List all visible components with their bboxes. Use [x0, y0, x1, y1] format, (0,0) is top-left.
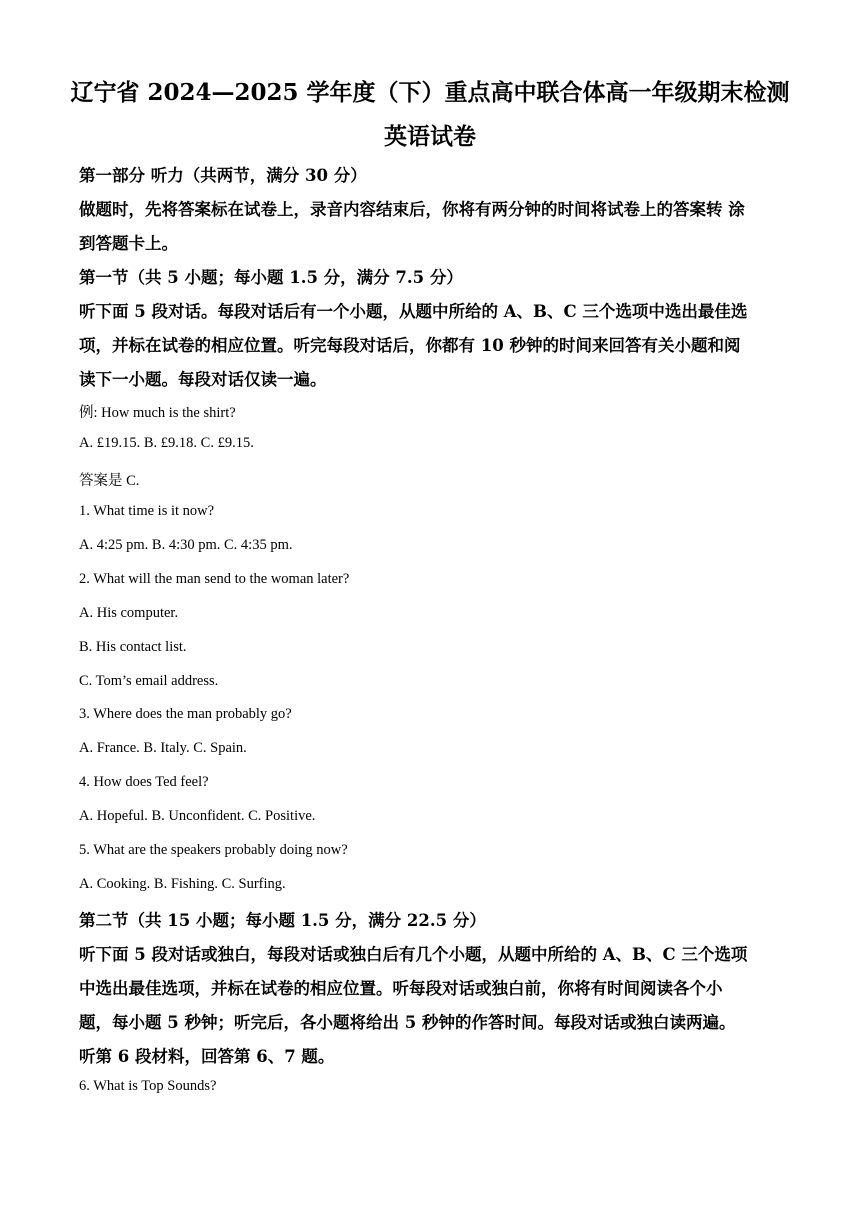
question-5: 5. What are the speakers probably doing now? — [79, 842, 348, 858]
exam-title: 辽宁省 2024—2025 学年度（下）重点高中联合体高一年级期末检测 — [70, 79, 790, 106]
question-2-option-a: A. His computer. — [79, 605, 179, 621]
material-6-heading: 听第 6 段材料，回答第 6、7 题。 — [79, 1047, 335, 1066]
question-1-options: A. 4:25 pm. B. 4:30 pm. C. 4:35 pm. — [79, 537, 293, 553]
example-question — [79, 401, 236, 422]
question-2: 2. What will the man send to the woman later? — [79, 571, 350, 587]
section2-heading: 第二节（共 15 小题；每小题 1.5 分，满分 22.5 分） — [79, 911, 486, 930]
section1-heading: 第一节（共 5 小题；每小题 1.5 分，满分 7.5 分） — [79, 268, 463, 287]
question-4: 4. How does Ted feel? — [79, 774, 209, 790]
part1-heading: 第一部分 听力（共两节，满分 30 分） — [79, 166, 367, 185]
question-2-option-b: B. His contact list. — [79, 639, 187, 655]
exam-subtitle: 英语试卷 — [384, 123, 476, 150]
example-answer-text: C. — [122, 473, 140, 489]
section2-instructions-line2: 中选出最佳选项，并标在试卷的相应位置。听每段对话或独白前，你将有时间阅读各个小 — [79, 979, 723, 998]
question-5-options: A. Cooking. B. Fishing. C. Surfing. — [79, 876, 286, 892]
example-label: 例 — [79, 405, 94, 421]
section1-instructions-line2: 项，并标在试卷的相应位置。听完每段对话后，你都有 10 秒钟的时间来回答有关小题和阅 — [79, 336, 741, 355]
question-6: 6. What is Top Sounds? — [79, 1078, 217, 1094]
question-2-option-c: C. Tom’s email address. — [79, 673, 219, 689]
question-3-options: A. France. B. Italy. C. Spain. — [79, 740, 247, 756]
example-answer — [79, 469, 139, 490]
question-4-options: A. Hopeful. B. Unconfident. C. Positive. — [79, 808, 316, 824]
part1-instructions-line1: 做题时，先将答案标在试卷上，录音内容结束后，你将有两分钟的时间将试卷上的答案转 涂 — [79, 200, 745, 219]
example-question-text: : How much is the shirt? — [93, 405, 236, 421]
section2-instructions-line3: 题，每小题 5 秒钟；听完后，各小题将给出 5 秒钟的作答时间。每段对话或独白读两遍。 — [79, 1013, 736, 1032]
example-options: A. £19.15. B. £9.18. C. £9.15. — [79, 435, 254, 451]
section2-instructions-line1: 听下面 5 段对话或独白，每段对话或独白后有几个小题，从题中所给的 A、B、C 三个选项 — [79, 945, 748, 964]
part1-instructions-line2: 到答题卡上。 — [79, 234, 178, 253]
section1-instructions-line1: 听下面 5 段对话。每段对话后有一个小题，从题中所给的 A、B、C 三个选项中选出最佳选 — [79, 302, 748, 321]
question-3: 3. Where does the man probably go? — [79, 706, 292, 722]
example-answer-label: 答案是 — [79, 473, 123, 489]
question-1: 1. What time is it now? — [79, 503, 215, 519]
section1-instructions-line3: 读下一小题。每段对话仅读一遍。 — [79, 370, 327, 389]
